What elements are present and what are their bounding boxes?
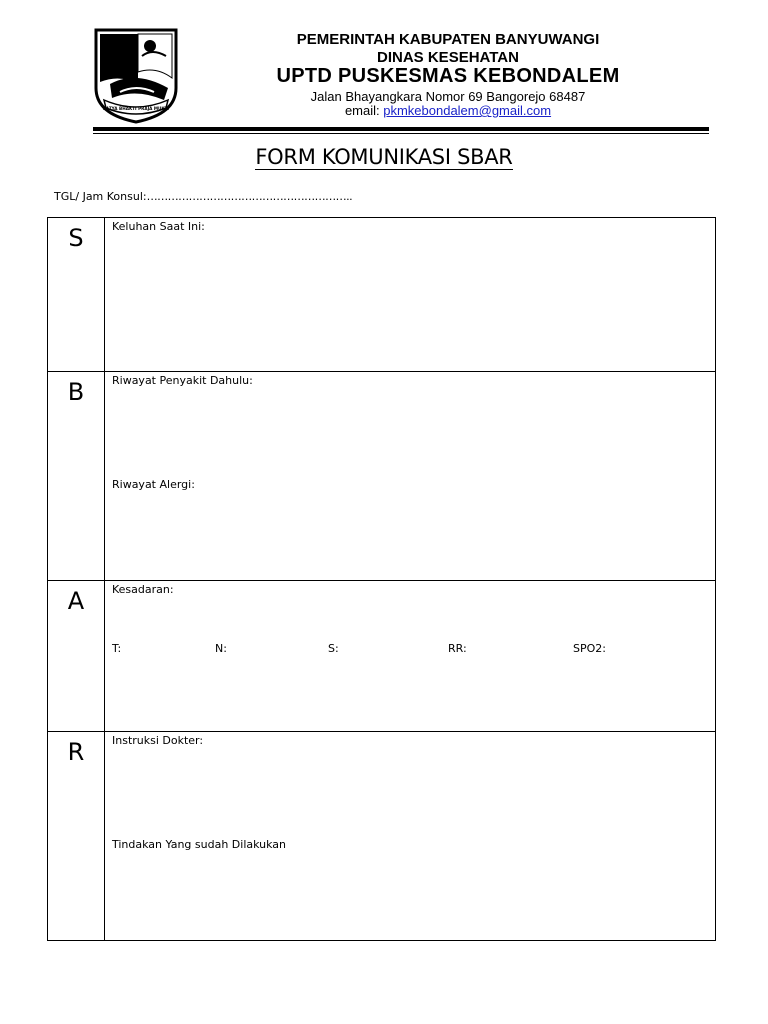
header-government: PEMERINTAH KABUPATEN BANYUWANGI xyxy=(296,31,600,48)
vital-s-label: S: xyxy=(328,642,339,655)
recommendation-cell[interactable] xyxy=(105,732,716,941)
sbar-table xyxy=(47,217,716,941)
instruksi-dokter-label: Instruksi Dokter: xyxy=(112,734,204,747)
consult-datetime-field[interactable] xyxy=(54,190,352,203)
sbar-row-situation xyxy=(48,218,716,372)
vital-spo2-label: SPO2: xyxy=(573,642,606,655)
header-divider-thick xyxy=(93,127,709,131)
vital-n-label: N: xyxy=(215,642,227,655)
header-divider-thin xyxy=(93,133,709,134)
letter-s: S xyxy=(48,218,105,372)
header-email-line xyxy=(64,103,768,118)
assessment-cell[interactable] xyxy=(105,581,716,732)
letter-b: B xyxy=(48,372,105,581)
keluhan-label: Keluhan Saat Ini: xyxy=(112,220,205,233)
vital-rr-label: RR: xyxy=(448,642,467,655)
form-title-text: FORM KOMUNIKASI SBAR xyxy=(255,145,513,169)
letter-a: A xyxy=(48,581,105,732)
riwayat-alergi-label: Riwayat Alergi: xyxy=(112,478,195,491)
svg-text:SATYA BHAKTI PRAJA MUKTI: SATYA BHAKTI PRAJA MUKTI xyxy=(102,106,170,111)
sbar-row-assessment xyxy=(48,581,716,732)
letter-r: R xyxy=(48,732,105,941)
tindakan-label: Tindakan Yang sudah Dilakukan xyxy=(112,838,287,851)
riwayat-penyakit-label: Riwayat Penyakit Dahulu: xyxy=(112,374,253,387)
form-title xyxy=(0,145,768,169)
vital-t-label: T: xyxy=(112,642,122,655)
consult-datetime-label: TGL/ Jam Konsul: xyxy=(54,190,147,203)
background-cell[interactable] xyxy=(105,372,716,581)
header-institution: UPTD PUSKESMAS KEBONDALEM xyxy=(276,65,620,87)
email-label: email: xyxy=(344,103,384,118)
header-address: Jalan Bhayangkara Nomor 69 Bangorejo 68487 xyxy=(310,89,586,104)
kesadaran-label: Kesadaran: xyxy=(112,583,174,596)
email-link[interactable]: pkmkebondalem@gmail.com xyxy=(383,103,552,118)
sbar-row-recommendation xyxy=(48,732,716,941)
consult-datetime-blank: ………………………………………………….. xyxy=(146,190,353,203)
situation-cell[interactable] xyxy=(105,218,716,372)
vital-signs-row xyxy=(112,642,652,658)
sbar-row-background xyxy=(48,372,716,581)
header-department: DINAS KESEHATAN xyxy=(377,49,519,66)
